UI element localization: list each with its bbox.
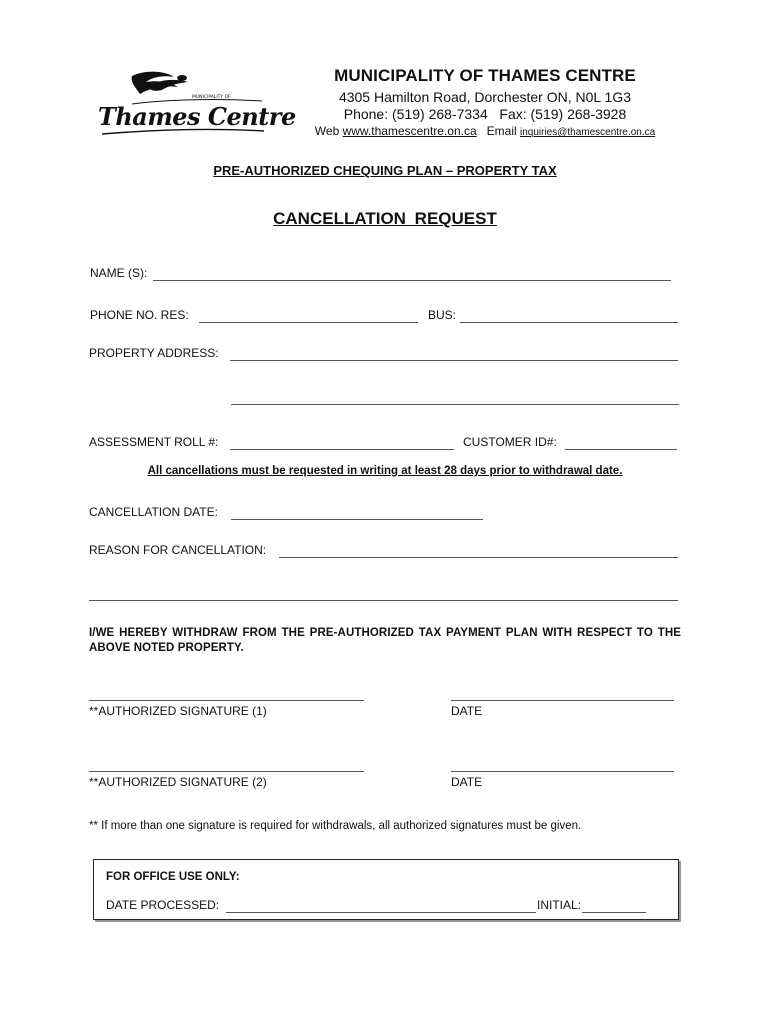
property-address-field-line2[interactable] xyxy=(231,404,679,405)
initial-field[interactable] xyxy=(582,912,646,913)
initial-label: INITIAL: xyxy=(537,898,582,912)
date-processed-field[interactable] xyxy=(226,912,536,913)
cancellation-notice: All cancellations must be requested in writing at least 28 days prior to withdrawal date. xyxy=(147,465,623,477)
date-1-field[interactable] xyxy=(451,700,674,701)
reason-field[interactable] xyxy=(279,557,678,558)
withdrawal-declaration: I/WE HEREBY WITHDRAW FROM THE PRE-AUTHORIZED TAX PAYMENT PLAN WITH RESPECT TO THE ABOVE NOTED PROPERTY. xyxy=(89,627,681,654)
phone-bus-field[interactable] xyxy=(460,322,678,323)
assessment-roll-field[interactable] xyxy=(230,449,454,450)
signature-1-field[interactable] xyxy=(89,700,364,701)
reason-field-line2[interactable] xyxy=(89,600,678,601)
customer-id-label: CUSTOMER ID#: xyxy=(463,435,557,449)
reason-label: REASON FOR CANCELLATION: xyxy=(89,543,267,557)
phone-res-label: PHONE NO. RES: xyxy=(90,308,189,322)
phone-bus-label: BUS: xyxy=(428,308,457,322)
web-label: Web xyxy=(314,124,343,138)
date-1-label: DATE xyxy=(451,704,483,718)
municipality-address: 4305 Hamilton Road, Dorchester ON, N0L 1G3 xyxy=(338,89,632,105)
email-link[interactable]: inquiries@thamescentre.on.ca xyxy=(519,127,656,138)
date-2-field[interactable] xyxy=(451,771,674,772)
municipality-title: MUNICIPALITY OF THAMES CENTRE xyxy=(334,66,636,85)
signature-footnote: ** If more than one signature is required for withdrawals, all authorized signatures must be given. xyxy=(89,820,582,832)
municipality-phone-fax: Phone: (519) 268-7334 Fax: (519) 268-3928 xyxy=(343,106,627,122)
date-processed-label: DATE PROCESSED: xyxy=(106,898,220,912)
assessment-roll-label: ASSESSMENT ROLL #: xyxy=(89,435,219,449)
website-link[interactable]: www.thamescentre.on.ca xyxy=(342,124,477,138)
cancellation-title: CANCELLATION REQUEST xyxy=(273,209,497,228)
date-2-label: DATE xyxy=(451,775,483,789)
logo-text-top: MUNICIPALITY OF xyxy=(192,95,231,100)
signature-1-label: **AUTHORIZED SIGNATURE (1) xyxy=(89,704,267,718)
signature-2-label: **AUTHORIZED SIGNATURE (2) xyxy=(89,775,267,789)
name-label: NAME (S): xyxy=(90,266,148,280)
property-address-label: PROPERTY ADDRESS: xyxy=(89,346,219,360)
municipality-logo xyxy=(92,68,296,138)
signature-2-field[interactable] xyxy=(89,771,364,772)
property-address-field[interactable] xyxy=(230,360,678,361)
cancellation-date-field[interactable] xyxy=(231,519,483,520)
plan-title: PRE-AUTHORIZED CHEQUING PLAN – PROPERTY TAX xyxy=(213,163,557,178)
email-label: Email xyxy=(476,124,520,138)
municipality-contact xyxy=(290,124,680,138)
logo-text-main: Thames Centre xyxy=(98,102,296,131)
office-use-box xyxy=(93,859,679,920)
phone-res-field[interactable] xyxy=(199,322,418,323)
customer-id-field[interactable] xyxy=(565,449,677,450)
name-field[interactable] xyxy=(153,280,671,281)
office-use-title: FOR OFFICE USE ONLY: xyxy=(106,871,240,883)
cancellation-date-label: CANCELLATION DATE: xyxy=(89,505,218,519)
